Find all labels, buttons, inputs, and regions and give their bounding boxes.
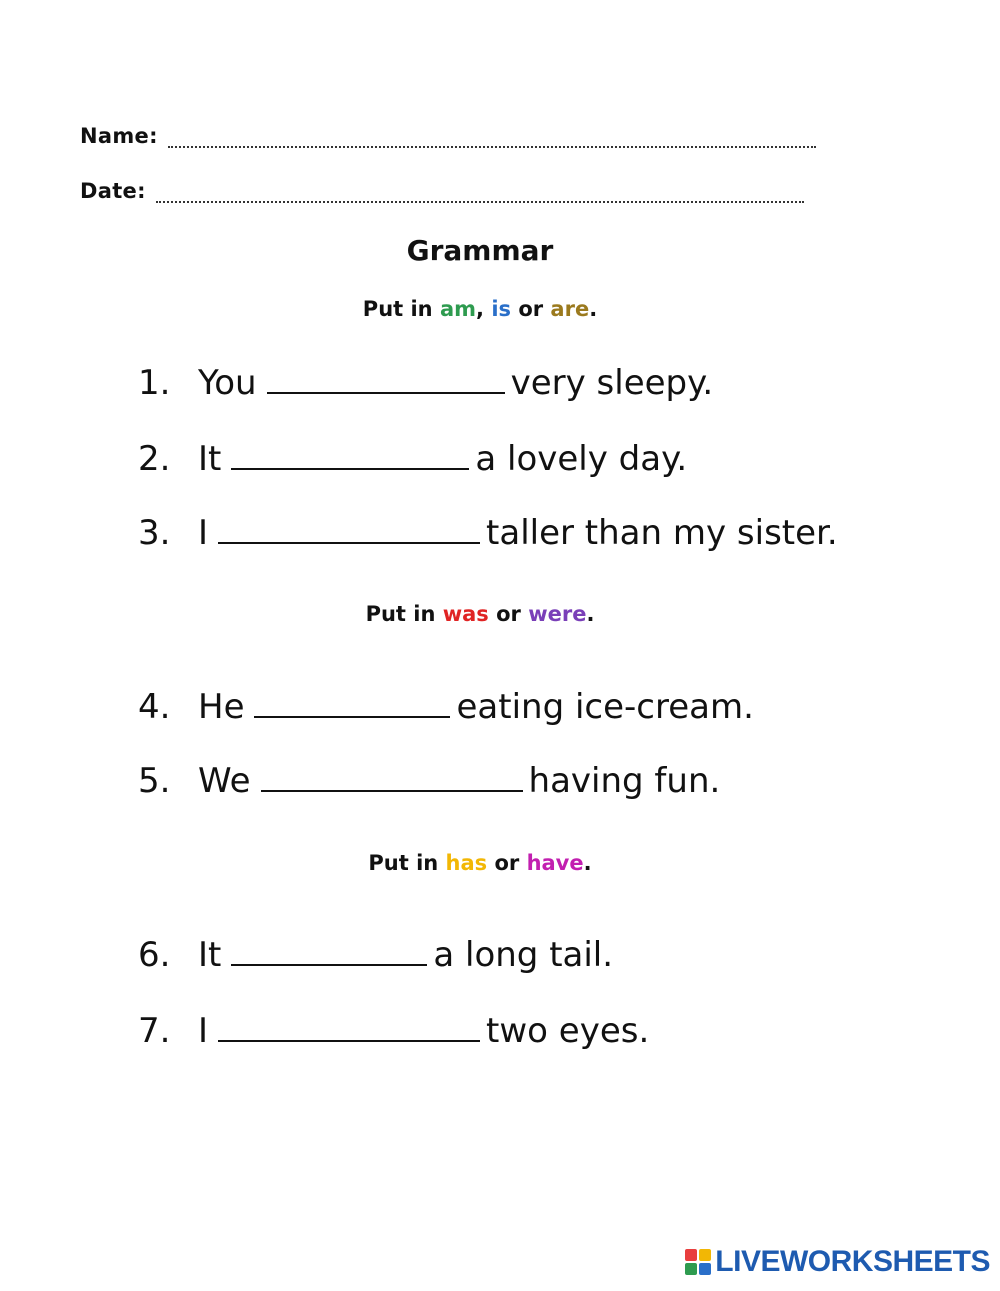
question-text-before: You <box>198 363 257 403</box>
page-title: Grammar <box>406 234 554 267</box>
answer-blank[interactable] <box>231 934 427 966</box>
question-text-before: He <box>198 687 245 727</box>
instruction-end: . <box>589 297 598 321</box>
liveworksheets-logo <box>685 1245 990 1279</box>
question-text-after: very sleepy. <box>510 363 714 403</box>
question-number: 1. <box>138 363 171 403</box>
option-has: has <box>445 851 488 875</box>
question-text-after: a lovely day. <box>475 439 688 479</box>
logo-block <box>699 1263 711 1275</box>
answer-blank[interactable] <box>254 686 450 718</box>
question-number: 7. <box>138 1011 171 1051</box>
question-text-after: a long tail. <box>433 935 614 975</box>
question-text-before: It <box>198 935 222 975</box>
question-text-after: having fun. <box>528 761 721 801</box>
instruction-prefix: Put in <box>368 851 446 875</box>
date-label: Date: <box>80 179 146 203</box>
instruction-end: . <box>583 851 592 875</box>
option-were: were <box>528 602 587 626</box>
question-6 <box>138 934 613 975</box>
option-is: is <box>491 297 512 321</box>
question-4 <box>138 686 754 727</box>
logo-block <box>685 1249 697 1261</box>
question-5 <box>138 760 720 801</box>
answer-blank[interactable] <box>267 362 505 394</box>
logo-block <box>685 1263 697 1275</box>
instruction-was-were <box>0 602 960 626</box>
question-3 <box>138 512 838 553</box>
logo-block <box>699 1249 711 1261</box>
option-are: are <box>550 297 590 321</box>
question-text-after: eating ice-cream. <box>456 687 754 727</box>
separator: or <box>487 851 527 875</box>
question-text-before: We <box>198 761 251 801</box>
option-was: was <box>442 602 489 626</box>
logo-text: LIVEWORKSHEETS <box>715 1245 990 1278</box>
answer-blank[interactable] <box>231 438 469 470</box>
answer-blank[interactable] <box>218 512 480 544</box>
question-text-before: It <box>198 439 222 479</box>
instruction-prefix: Put in <box>365 602 443 626</box>
instruction-am-is-are <box>0 297 960 321</box>
question-number: 2. <box>138 439 171 479</box>
answer-blank[interactable] <box>261 760 523 792</box>
instruction-end: . <box>586 602 595 626</box>
option-am: am <box>439 297 477 321</box>
instruction-has-have <box>0 851 960 875</box>
question-text-before: I <box>198 1011 209 1051</box>
date-field <box>80 179 804 203</box>
option-have: have <box>526 851 584 875</box>
question-text-after: two eyes. <box>486 1011 650 1051</box>
separator: or <box>511 297 551 321</box>
instruction-prefix: Put in <box>362 297 440 321</box>
question-number: 3. <box>138 513 171 553</box>
question-number: 4. <box>138 687 171 727</box>
name-field <box>80 124 816 148</box>
name-dotted-line <box>168 132 816 148</box>
date-dotted-line <box>156 187 804 203</box>
name-label: Name: <box>80 124 158 148</box>
question-7 <box>138 1010 649 1051</box>
question-2 <box>138 438 687 479</box>
separator: , <box>476 297 484 321</box>
question-text-before: I <box>198 513 209 553</box>
answer-blank[interactable] <box>218 1010 480 1042</box>
question-text-after: taller than my sister. <box>486 513 838 553</box>
question-number: 6. <box>138 935 171 975</box>
question-number: 5. <box>138 761 171 801</box>
logo-blocks-icon <box>685 1249 711 1275</box>
separator: or <box>488 602 529 626</box>
question-1 <box>138 362 713 403</box>
